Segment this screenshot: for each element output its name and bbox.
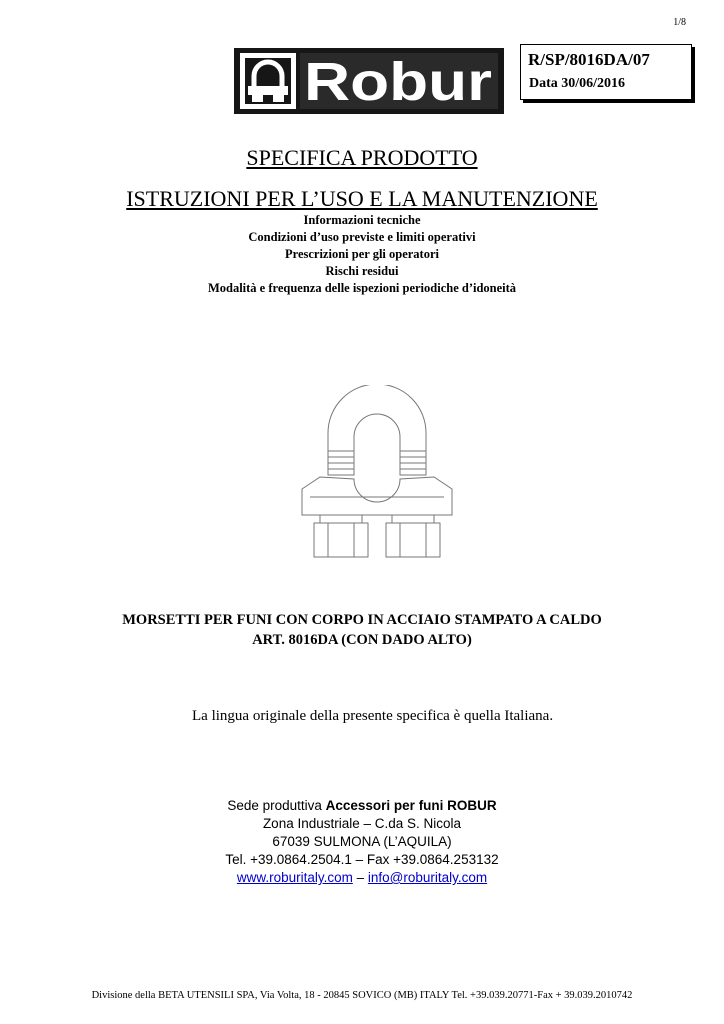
link-separator: – <box>352 870 368 885</box>
website-link[interactable]: www.roburitaly.com <box>236 870 353 885</box>
document-code: R/SP/8016DA/07 <box>528 50 650 69</box>
company-name: Accessori per funi ROBUR <box>325 798 497 813</box>
address-line-3: 67039 SULMONA (L’AQUILA) <box>272 834 452 849</box>
subtitle-list <box>0 212 724 297</box>
logo-text: Robur <box>304 52 492 112</box>
reference-box <box>520 44 692 100</box>
address-block <box>0 797 724 887</box>
language-note: La lingua originale della presente specifica è quella Italiana. <box>192 708 554 724</box>
address-line-2: Zona Industriale – C.da S. Nicola <box>262 816 462 831</box>
footer-text: Divisione della BETA UTENSILI SPA, Via Volta, 18 - 20845 SOVICO (MB) ITALY Tel. +39.039.20771-Fax + 39.039.2010742 <box>91 990 633 1001</box>
product-line-2: ART. 8016DA (CON DADO ALTO) <box>252 632 472 648</box>
product-description <box>0 610 724 650</box>
wire-rope-clip-drawing <box>290 385 465 565</box>
address-line-5 <box>0 869 724 887</box>
email-link[interactable]: info@roburitaly.com <box>367 870 488 885</box>
robur-logo <box>234 48 504 114</box>
subtitle-item: Informazioni tecniche <box>303 213 421 227</box>
document-date: Data 30/06/2016 <box>529 76 626 91</box>
product-line-1: MORSETTI PER FUNI CON CORPO IN ACCIAIO STAMPATO A CALDO <box>122 612 602 628</box>
address-prefix: Sede produttiva <box>227 798 326 813</box>
title-istruzioni: ISTRUZIONI PER L’USO E LA MANUTENZIONE <box>126 186 598 211</box>
address-line-4: Tel. +39.0864.2504.1 – Fax +39.0864.253132 <box>225 852 499 867</box>
subtitle-item: Modalità e frequenza delle ispezioni periodiche d’idoneità <box>207 281 517 295</box>
page-number: 1/8 <box>673 17 686 28</box>
address-line-1 <box>0 797 724 815</box>
title-specifica: SPECIFICA PRODOTTO <box>246 145 478 170</box>
subtitle-item: Rischi residui <box>325 264 399 278</box>
subtitle-item: Condizioni d’uso previste e limiti operativi <box>248 230 476 244</box>
subtitle-item: Prescrizioni per gli operatori <box>284 247 439 261</box>
